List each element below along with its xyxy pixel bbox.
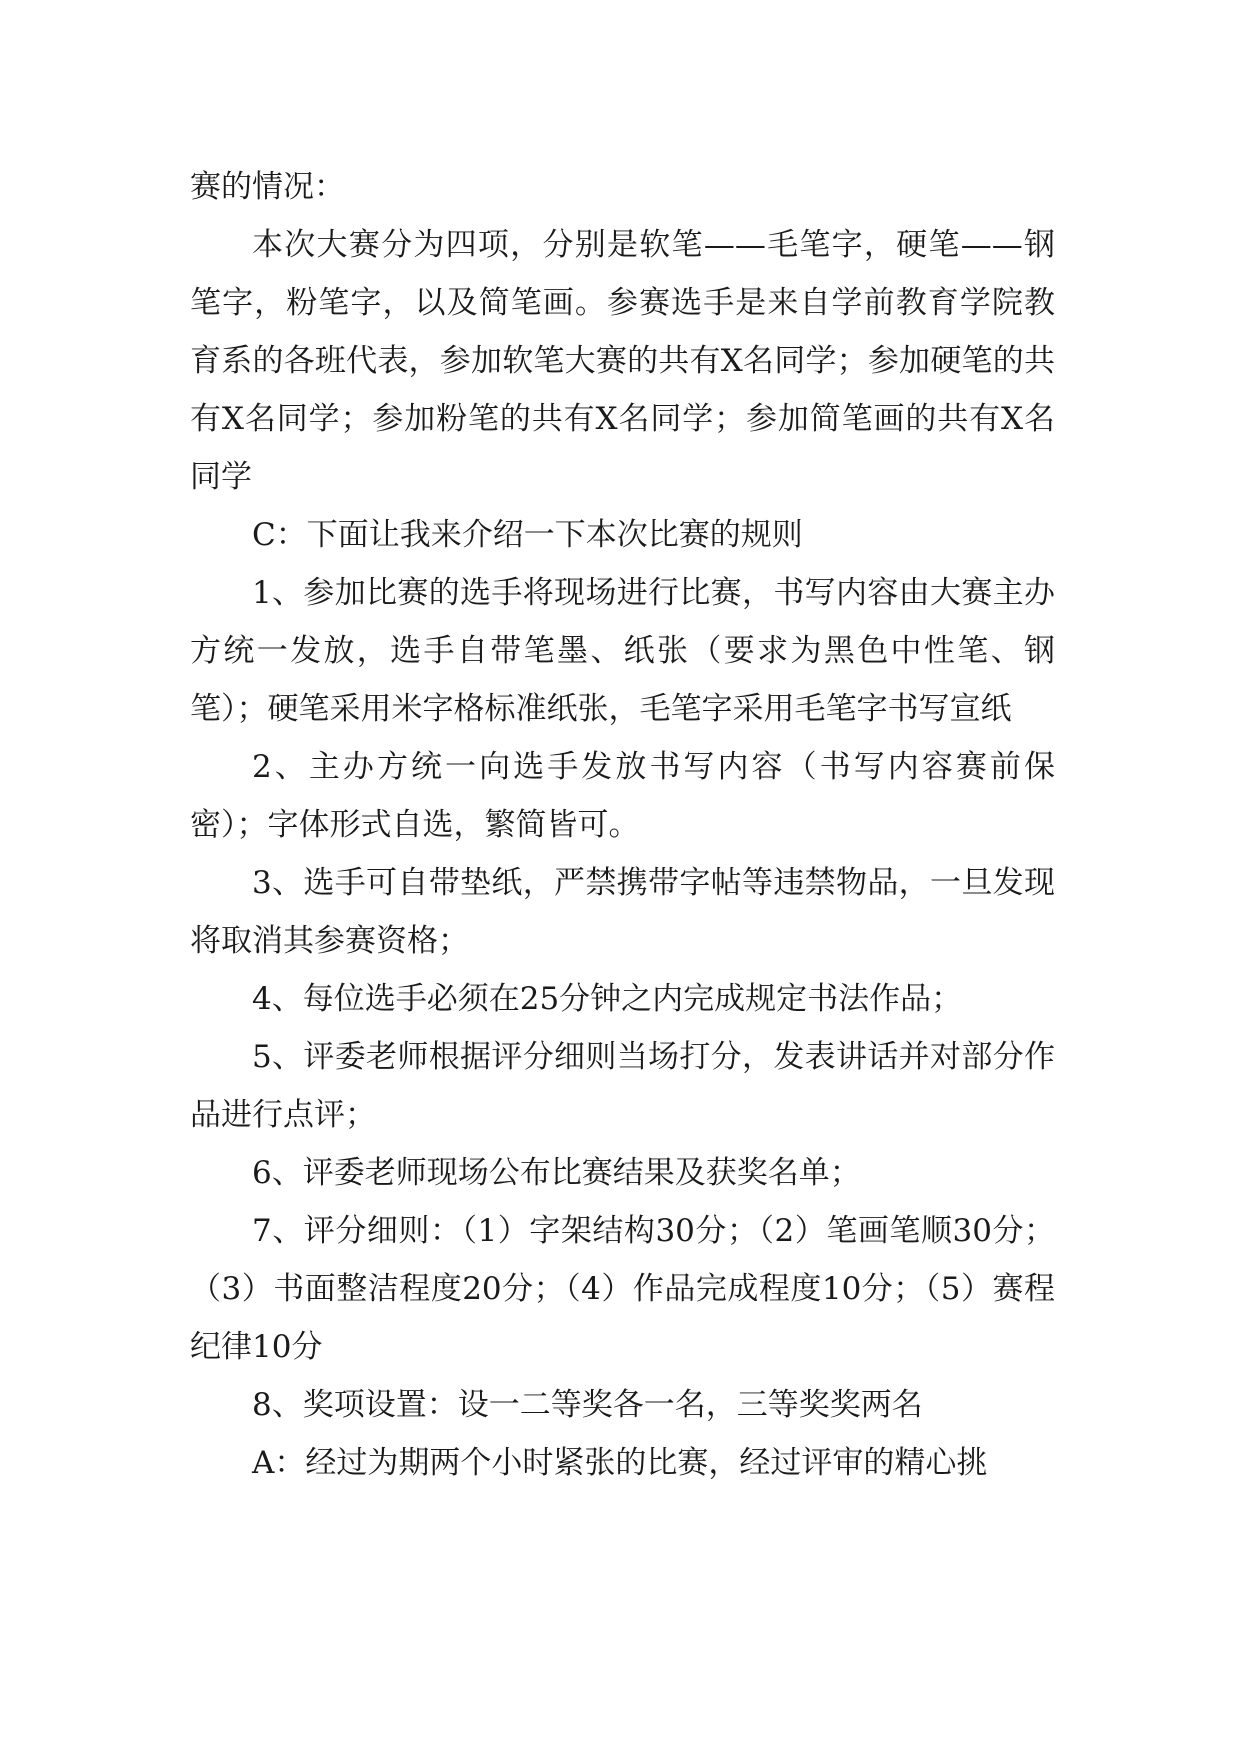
paragraph-rule-6: 6、评委老师现场公布比赛结果及获奖名单； [252, 1155, 861, 1191]
paragraph-continuation: 赛的情况： [190, 169, 345, 205]
paragraph-rule-1: 1、参加比赛的选手将现场进行比赛，书写内容由大赛主办方统一发放，选手自带笔墨、纸张（要求为黑色中性笔、钢笔）；硬笔采用米字格标准纸张，毛笔字采用毛笔字书写宣纸 [190, 575, 1055, 727]
paragraph-rules-intro: C：下面让我来介绍一下本次比赛的规则 [252, 517, 803, 553]
paragraph-rule-5: 5、评委老师根据评分细则当场打分，发表讲话并对部分作品进行点评； [190, 1039, 1055, 1133]
paragraph-rule-7-scoring: 7、评分细则：（1）字架结构30分；（2）笔画笔顺30分；（3）书面整洁程度20分；（4）作品完成程度10分；（5）赛程纪律10分 [190, 1213, 1055, 1365]
paragraph-rule-2: 2、主办方统一向选手发放书写内容（书写内容赛前保密）；字体形式自选，繁简皆可。 [190, 749, 1055, 843]
paragraph-rule-4: 4、每位选手必须在25分钟之内完成规定书法作品； [252, 981, 963, 1017]
paragraph-rule-3: 3、选手可自带垫纸，严禁携带字帖等违禁物品，一旦发现将取消其参赛资格； [190, 865, 1055, 959]
paragraph-competition-overview: 本次大赛分为四项，分别是软笔——毛笔字，硬笔——钢笔字，粉笔字，以及简笔画。参赛选手是来自学前教育学院教育系的各班代表，参加软笔大赛的共有X名同学；参加硬笔的共有X名同学；参加粉笔的共有X名同学；参加简笔画的共有X名同学 [190, 227, 1055, 495]
document-page [190, 158, 1055, 1492]
paragraph-closing-start: A：经过为期两个小时紧张的比赛，经过评审的精心挑 [252, 1445, 988, 1481]
paragraph-rule-8-awards: 8、奖项设置：设一二等奖各一名，三等奖奖两名 [252, 1387, 923, 1423]
